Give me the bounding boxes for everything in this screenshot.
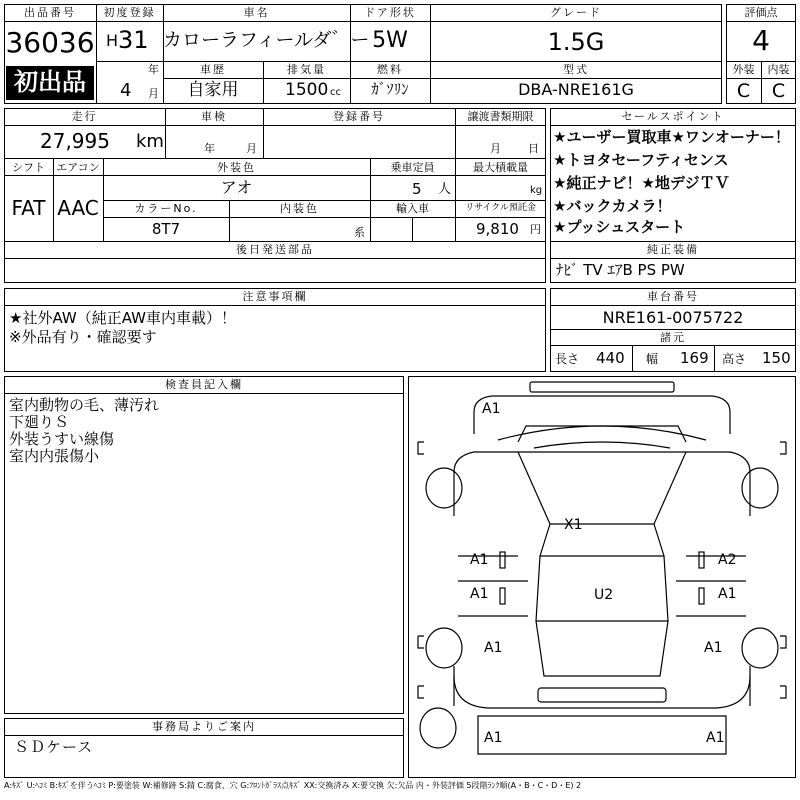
- capacity-unit: 人: [438, 182, 452, 197]
- rear-body-outline: [454, 676, 750, 708]
- body-front-outline: [454, 452, 750, 516]
- left-bracket: [418, 636, 424, 648]
- divider: [4, 735, 404, 736]
- history-label: 車歴: [200, 63, 226, 76]
- sales-point-item: ★ユーザー買取車★ワンオーナー！: [553, 128, 790, 146]
- divider: [4, 258, 546, 259]
- transfer-label: 譲渡書類期限: [467, 110, 534, 123]
- displacement-unit: cc: [330, 87, 341, 98]
- fuel-value: ｶﾞｿﾘﾝ: [371, 80, 409, 98]
- fuel-label: 燃料: [377, 63, 403, 76]
- mark-front-left-fender: A1: [470, 552, 489, 568]
- divider: [96, 61, 722, 62]
- inspection-label: 車検: [201, 110, 227, 123]
- recycle-value: 9,810: [476, 220, 519, 238]
- front-left-wheel: [426, 468, 462, 508]
- chassis-value: NRE161-0075722: [602, 308, 744, 327]
- color-no-value: 8T7: [151, 220, 181, 238]
- notes-label: 注意事項欄: [242, 290, 308, 303]
- month-unit: 月: [148, 87, 159, 100]
- divider: [96, 4, 97, 104]
- ac-label: エアコン: [56, 161, 100, 174]
- max-load-unit: kg: [530, 185, 543, 196]
- car-diagram: [408, 376, 796, 778]
- rear-right-wheel: [742, 628, 778, 668]
- left-handle: [500, 588, 505, 604]
- exterior-grade: C: [736, 80, 751, 102]
- recycle-unit: 円: [530, 223, 541, 236]
- right-bracket: [780, 636, 786, 648]
- sales-point-item: ★純正ナビ！★地デジＴＶ: [553, 174, 730, 192]
- divider: [4, 125, 546, 126]
- equipment-label: 純正装備: [647, 243, 699, 256]
- rear-bumper-outline: [478, 716, 726, 754]
- door-label: ドア形状: [364, 6, 416, 19]
- mark-rear-left: A1: [484, 730, 503, 746]
- color-value: アオ: [220, 178, 253, 197]
- mileage-unit: km: [136, 131, 164, 152]
- exterior-label: 外装: [732, 63, 755, 76]
- dims-label: 諸元: [660, 331, 686, 344]
- windshield-top: [518, 426, 686, 442]
- car-name: カローラフィールダ゛ー: [163, 29, 370, 51]
- divider: [4, 21, 96, 22]
- mark-bonnet: X1: [564, 517, 583, 533]
- divider: [632, 345, 633, 372]
- max-load-label: 最大積載量: [473, 161, 528, 174]
- chassis-label: 車台番号: [647, 290, 699, 303]
- interior-label: 内装: [767, 63, 790, 76]
- left-mirror-bracket: [418, 442, 424, 454]
- inspector-line: 下廻りＳ: [9, 413, 70, 431]
- mark-right-rear-door: A1: [704, 640, 723, 656]
- right-handle: [699, 588, 704, 604]
- office-label: 事務局よりご案内: [152, 720, 256, 733]
- divider: [163, 78, 722, 79]
- door-value: 5W: [372, 28, 408, 53]
- width-value: 169: [680, 349, 709, 367]
- hood-outline: [518, 452, 686, 524]
- height-value: 150: [762, 349, 791, 367]
- divider: [4, 241, 546, 242]
- sales-point-item: ★プッシュスタート: [553, 218, 686, 236]
- capacity-value: 5: [412, 180, 422, 198]
- inspector-line: 室内内張傷小: [9, 447, 100, 465]
- divider: [103, 217, 546, 218]
- mileage-value: 27,995: [40, 129, 110, 153]
- mark-left-rear-door: A1: [484, 640, 503, 656]
- windshield-lower: [540, 524, 664, 556]
- plate-label: 登録番号: [333, 110, 385, 123]
- left-bracket: [418, 686, 424, 698]
- rear-glass-outline: [536, 621, 668, 676]
- color-no-label: カラーNo.: [134, 202, 198, 215]
- inspector-line: 外装うすい線傷: [9, 430, 115, 448]
- right-handle: [699, 552, 704, 568]
- length-label: 長さ: [555, 352, 580, 366]
- inspection-year-unit: 年: [204, 142, 215, 155]
- height-label: 高さ: [722, 352, 747, 366]
- notes-line: ★社外AW（純正AW車内車載）！: [9, 309, 236, 327]
- reg-month: 4: [120, 80, 132, 101]
- displacement-label: 排気量: [287, 63, 326, 76]
- mark-front-right-fender: A2: [718, 552, 737, 568]
- shift-label: シフト: [12, 161, 45, 174]
- grade-label: グレード: [550, 6, 602, 19]
- era-letter: H: [106, 31, 119, 50]
- sales-point-item: ★トヨタセーフティセンス: [553, 151, 729, 169]
- score-value: 4: [752, 24, 770, 57]
- shift-value: FAT: [11, 196, 46, 220]
- later-parts-label: 後日発送部品: [236, 243, 314, 256]
- recycle-label: リサイクル預託金: [465, 203, 536, 213]
- mark-left-front-door: A1: [470, 586, 489, 602]
- grade-value: 1.5G: [547, 28, 605, 56]
- front-right-wheel: [742, 468, 778, 508]
- year-unit: 年: [148, 63, 159, 76]
- divider: [103, 200, 546, 201]
- right-mirror-bracket: [780, 442, 786, 454]
- office-value: ＳＤケース: [14, 738, 94, 756]
- reg-year: 31: [118, 26, 149, 54]
- import-label: 輸入車: [396, 202, 429, 215]
- transfer-day-unit: 日: [528, 142, 539, 155]
- divider: [4, 158, 546, 159]
- mileage-label: 走行: [71, 110, 98, 123]
- inspector-label: 検査員記入欄: [165, 378, 243, 391]
- hood-front-edge: [498, 426, 706, 440]
- inspector-line: 室内動物の毛、薄汚れ: [9, 396, 160, 414]
- mark-rear-right: A1: [706, 730, 725, 746]
- notes-line: ※外品有り・確認要す: [9, 328, 157, 346]
- color-label: 外装色: [217, 161, 256, 174]
- divider: [726, 21, 796, 22]
- car-name-label: 車名: [243, 6, 270, 19]
- interior-color-unit: 系: [354, 226, 365, 239]
- lot-number-label: 出品番号: [24, 6, 76, 19]
- divider: [714, 345, 715, 372]
- transfer-month-unit: 月: [490, 142, 501, 155]
- front-grille-outline: [530, 382, 674, 392]
- width-label: 幅: [646, 352, 659, 366]
- sales-point-item: ★バックカメラ！: [553, 197, 672, 215]
- divider: [4, 393, 404, 394]
- history-value: 自家用: [187, 80, 239, 100]
- rear-left-wheel: [426, 628, 462, 668]
- length-value: 440: [596, 349, 625, 367]
- divider: [412, 217, 413, 241]
- divider: [550, 305, 796, 306]
- mark-front-bumper: A1: [482, 401, 501, 417]
- lot-number: 36036: [5, 26, 95, 59]
- displacement-value: 1500: [285, 80, 329, 100]
- first-listing-badge-text: 初出品: [14, 68, 86, 96]
- legend: A:ｷｽﾞ U:ﾍｺﾐ B:ｷｽﾞを伴うﾍｺﾐ P:要塗装 W:補修跡 S:錆 C:腐食、穴 G:ﾌﾛﾝﾄｶﾞﾗｽ点ｷｽﾞ XX:交換済み X:要交換 欠:欠品 内・外装評価 5段階ﾗﾝｸ順(A・B・C・D・E) 2: [4, 781, 582, 790]
- sales-points-label: セールスポイント: [621, 110, 725, 123]
- equipment-value: ﾅﾋﾞ TV ｴｱB PS PW: [556, 261, 685, 279]
- ac-value: AAC: [57, 196, 99, 220]
- divider: [96, 21, 722, 22]
- divider: [103, 175, 546, 176]
- model-label: 型式: [563, 63, 589, 76]
- rear-plate-area: [538, 688, 666, 702]
- body-rear-sides: [454, 666, 750, 706]
- left-handle: [500, 552, 505, 568]
- right-bracket: [780, 686, 786, 698]
- mark-roof: U2: [594, 587, 614, 603]
- spare-wheel: [420, 708, 456, 748]
- divider: [550, 345, 796, 346]
- front-bumper-outline: [474, 396, 730, 434]
- score-label: 評価点: [744, 6, 778, 19]
- divider: [4, 305, 546, 306]
- divider: [550, 125, 796, 126]
- mark-right-front-door: A1: [718, 586, 737, 602]
- divider: [550, 241, 796, 242]
- model-value: DBA-NRE161G: [518, 80, 634, 99]
- interior-grade: C: [771, 80, 786, 102]
- divider: [550, 329, 796, 330]
- interior-color-label: 内装色: [280, 202, 319, 215]
- inspection-month-unit: 月: [246, 142, 257, 155]
- first-reg-label: 初度登録: [103, 6, 156, 19]
- windshield-mid: [534, 442, 670, 448]
- capacity-label: 乗車定員: [390, 161, 435, 174]
- divider: [550, 258, 796, 259]
